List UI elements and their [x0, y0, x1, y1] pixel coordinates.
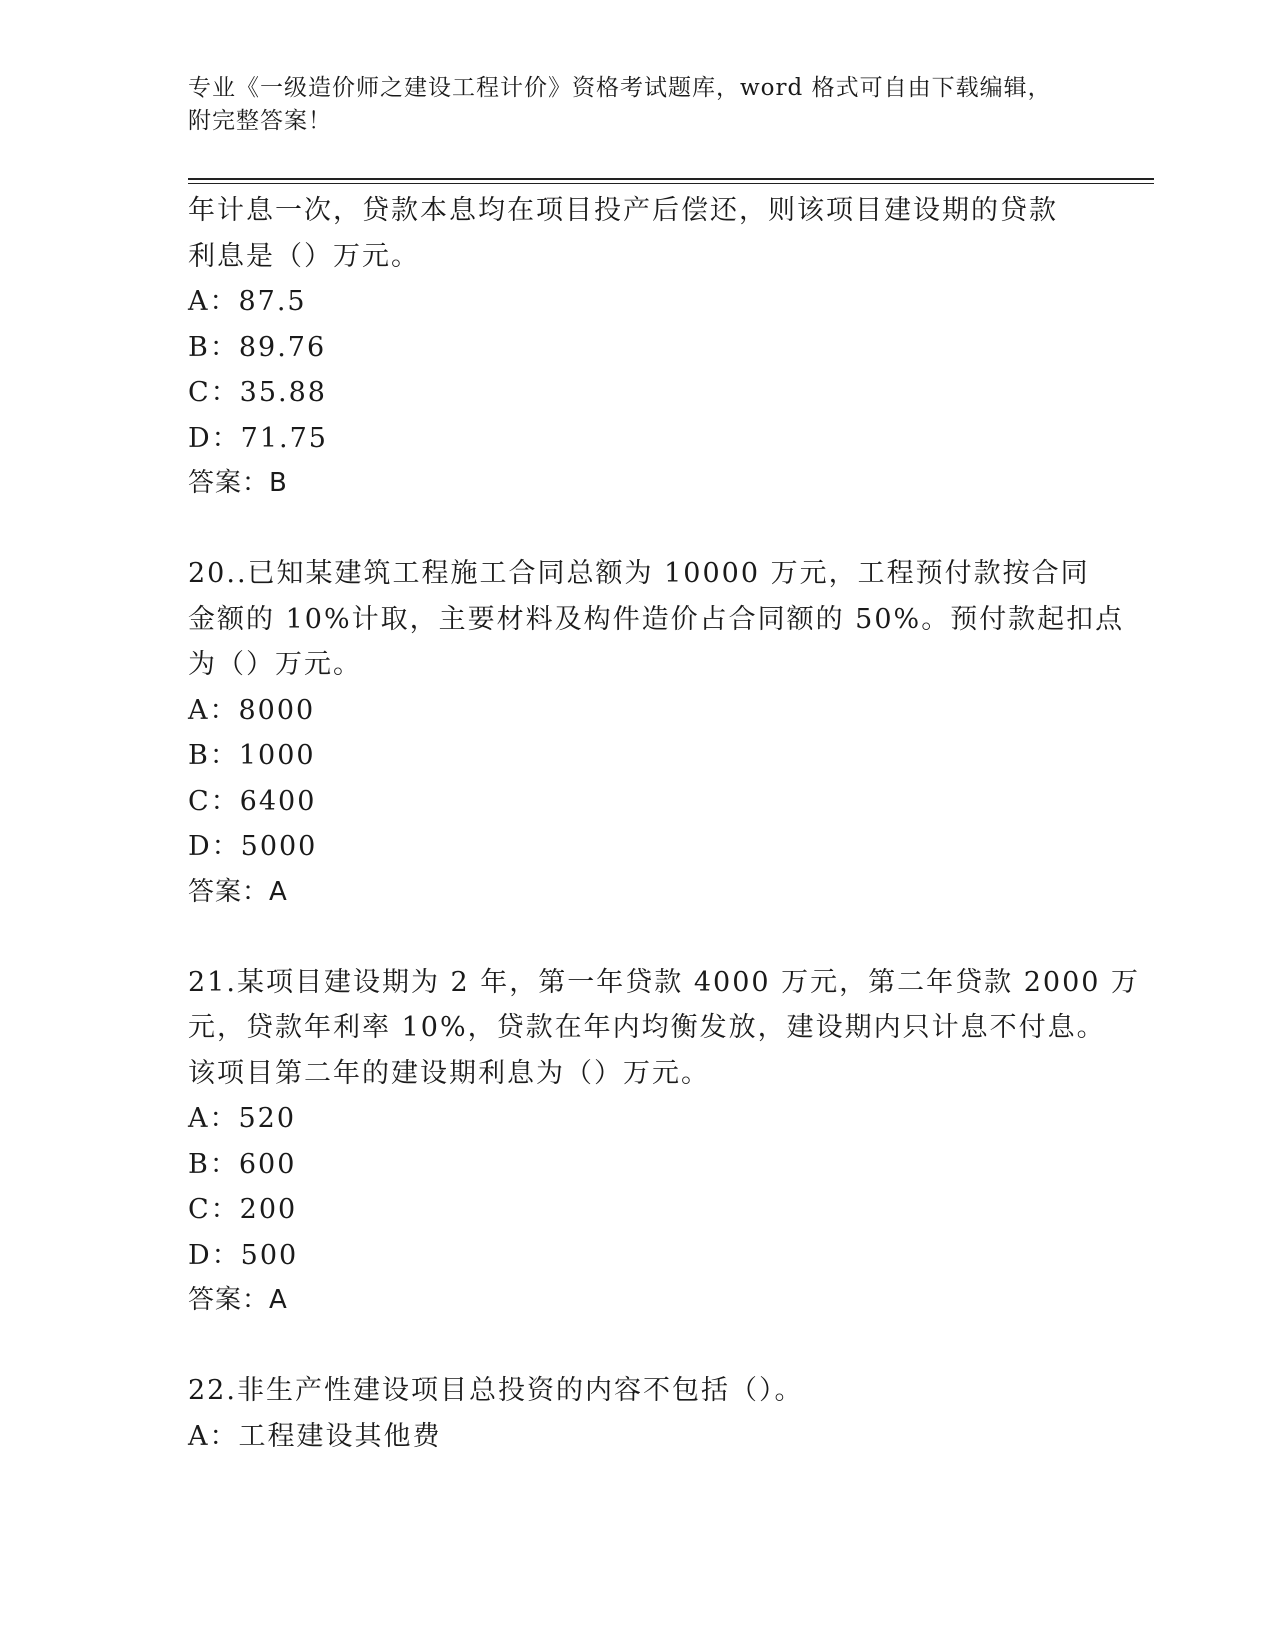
- question-19-block: [188, 188, 1088, 506]
- option-a: A：87.5: [188, 286, 307, 317]
- header-divider-thick: [188, 178, 1154, 180]
- document-header: [188, 72, 1088, 138]
- option-a: A：工程建设其他费: [188, 1420, 442, 1452]
- option-a: A：8000: [188, 694, 316, 726]
- option-b: B：600: [188, 1148, 297, 1180]
- question-text-line: 利息是（）万元。: [188, 240, 420, 272]
- question-text-line: 年计息一次，贷款本息均在项目投产后偿还，则该项目建设期的贷款: [188, 195, 1058, 226]
- question-text-line: 为（）万元。: [188, 649, 362, 680]
- option-a: A：520: [188, 1103, 297, 1134]
- question-list: [188, 188, 1141, 1459]
- question-text-line: 该项目第二年的建设期利息为（）万元。: [188, 1057, 710, 1089]
- option-c: C：35.88: [188, 377, 327, 408]
- option-c: C：6400: [188, 785, 317, 817]
- option-b: B：1000: [188, 740, 316, 771]
- option-d: D：500: [188, 1239, 299, 1271]
- question-text-line: 金额的 10%计取，主要材料及构件造价占合同额的 50%。预付款起扣点: [188, 603, 1125, 635]
- question-spacer: [188, 1323, 1088, 1368]
- header-line-2: 附完整答案！: [188, 108, 332, 134]
- question-text-line: 21.某项目建设期为 2 年，第一年贷款 4000 万元，第二年贷款 2000 万: [188, 966, 1141, 998]
- header-divider-thin: [188, 183, 1154, 184]
- question-spacer: [188, 915, 1088, 960]
- question-text-line: 22.非生产性建设项目总投资的内容不包括（）。: [188, 1375, 804, 1406]
- option-c: C：200: [188, 1194, 298, 1225]
- question-text-line: 元，贷款年利率 10%，贷款在年内均衡发放，建设期内只计息不付息。: [188, 1012, 1106, 1043]
- answer-label: 答案：A: [188, 876, 288, 907]
- option-d: D：5000: [188, 831, 318, 862]
- question-21-block: [188, 960, 1141, 1324]
- question-20-block: [188, 551, 1125, 915]
- question-spacer: [188, 506, 1088, 551]
- question-text-line: 20..已知某建筑工程施工合同总额为 10000 万元，工程预付款按合同: [188, 558, 1090, 589]
- option-d: D：71.75: [188, 422, 328, 454]
- answer-label: 答案：B: [188, 468, 288, 498]
- header-line-1: 专业《一级造价师之建设工程计价》资格考试题库，word 格式可自由下载编辑，: [188, 75, 1052, 101]
- answer-label: 答案：A: [188, 1285, 288, 1315]
- question-22-block: [188, 1368, 1088, 1459]
- option-b: B：89.76: [188, 331, 327, 363]
